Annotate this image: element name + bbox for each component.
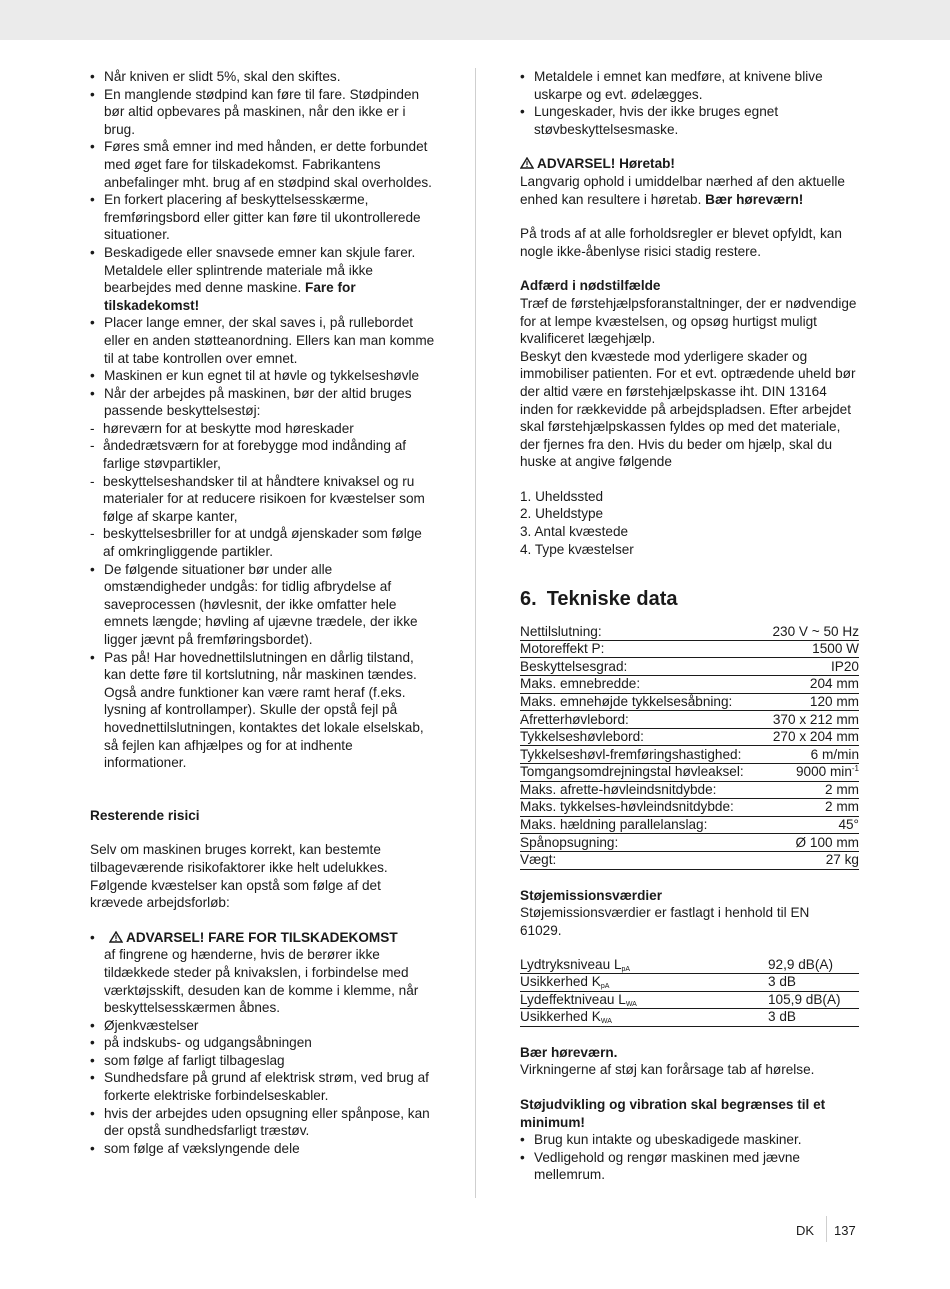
tech-label: Tykkelseshøvl-fremføringshastighed: — [520, 746, 764, 764]
noise-text: Støjemissionsværdier er fastlagt i henhold til EN 61029. — [520, 905, 810, 938]
safety-list — [90, 68, 435, 772]
tech-value — [764, 658, 859, 676]
tech-value — [764, 676, 859, 694]
page-footer — [796, 1222, 856, 1240]
noise-row — [520, 991, 859, 1009]
list-item: • Pas på! Har hovednettilslutningen en dårlig tilstand, kan dette føre til kortslutning, når maskinen tændes. Også andre funktioner kan være ramt heraf (f.eks. lysning af kontrollamper). Skulle der opstå fejl på hovednettilslutningen, kontaktes det lokale elselskab, så fejlen kan afhjælpes og for at indhente informationer. — [90, 649, 435, 772]
section-number: 6. — [520, 588, 537, 611]
footer-divider — [826, 1216, 827, 1242]
noise-heading: Støjemissionsværdier — [520, 887, 663, 903]
tech-label: Spånopsugning: — [520, 834, 764, 852]
list-item: • En manglende stødpind kan føre til fare. Stødpinden bør altid opbevares på maskinen, når den ikke er i brug. — [90, 86, 435, 139]
tech-label: Maks. hældning parallelanslag: — [520, 816, 764, 834]
hearing-warning-text — [520, 173, 860, 208]
list-item: • hvis der arbejdes uden opsugning eller spånpose, kan der opstå sundhedsfarligt træstøv. — [90, 1105, 435, 1140]
tech-row — [520, 764, 859, 782]
language-code: DK — [796, 1223, 815, 1238]
tech-value-text: 9000 min — [795, 764, 852, 780]
tech-value-text: 204 mm — [809, 676, 859, 692]
emergency-paragraph: Træf de førstehjælpsforanstaltninger, der er nødvendige for at lempe kvæstelsen, og opsøg hurtigst muligt kvalificeret lægehjælp. — [520, 295, 857, 347]
noise-label-text: Lydtryksniveau L — [520, 956, 622, 972]
tech-label: Maks. emnehøjde tykkelsesåbning: — [520, 693, 764, 711]
tech-label: Beskyttelsesgrad: — [520, 658, 764, 676]
list-item — [90, 244, 435, 314]
emergency-list — [520, 488, 860, 558]
tech-value-text: 230 V ~ 50 Hz — [772, 623, 859, 639]
warning-item — [90, 929, 435, 1017]
tech-value — [764, 746, 859, 764]
list-item: • Sundhedsfare på grund af elektrisk strøm, ved brug af forkerte elektriske forbindelseskabler. — [90, 1069, 435, 1104]
section-title: Tekniske data — [546, 588, 678, 611]
tech-value — [764, 693, 859, 711]
tech-row — [520, 781, 859, 799]
residual-text: På trods af at alle forholdsregler er blevet opfyldt, kan nogle ikke-åbenlyse risici stadig restere. — [520, 226, 842, 259]
column-divider — [475, 68, 476, 1198]
injury-list — [90, 929, 435, 1158]
emergency-paragraph: Beskyt den kvæstede mod yderligere skader og immobiliser patienten. For et evt. optrædende uheld bør der altid være en førstehjælpskasse iht. DIN 13164 inden for rækkevidde på arbejdspladsen. Efter arbejdet skal førstehjælpskassen fyldes op med det materiale, der fjernes fra den. Hvis du beder om hjælp, skal du huske at angive følgende — [520, 348, 856, 470]
noise-label-text: Usikkerhed K — [520, 1009, 601, 1025]
noise-value: 3 dB — [760, 973, 859, 991]
tech-label: Maks. afrette-høvleindsnitdybde: — [520, 781, 764, 799]
warning-title-line — [104, 930, 398, 945]
list-item: • Når kniven er slidt 5%, skal den skiftes. — [90, 68, 435, 86]
noise-value: 92,9 dB(A) — [760, 956, 859, 973]
list-item: • som følge af vækslyngende dele — [90, 1140, 435, 1158]
noise-label-text: Lydeffektniveau L — [520, 991, 626, 1007]
list-item: • Maskinen er kun egnet til at høvle og tykkelseshøvle — [90, 367, 435, 385]
warning-title: ADVARSEL! FARE FOR TILSKADEKOMST — [126, 929, 398, 945]
noise-label-subscript: pA — [621, 965, 631, 973]
tech-label: Tomgangsomdrejningstal høvleaksel: — [520, 764, 764, 782]
list-item: • som følge af farligt tilbageslag — [90, 1052, 435, 1070]
list-item: • Øjenkvæstelser — [90, 1017, 435, 1035]
hearing-warning-title-text: ADVARSEL! Høretab! — [537, 156, 675, 172]
section-heading — [520, 587, 860, 611]
tech-value — [764, 640, 859, 658]
tech-label: Maks. emnebredde: — [520, 676, 764, 694]
wear-protection-heading: Bær høreværn. — [520, 1044, 618, 1060]
list-item: • Placer lange emner, der skal saves i, på rullebordet eller en anden støtteanordning. Ellers kan man komme til at tabe kontrollen over emnet. — [90, 314, 435, 367]
tech-value-text: 1500 W — [812, 641, 859, 657]
limit-heading: Støjudvikling og vibration skal begrænses til et minimum! — [520, 1096, 826, 1130]
ppe-list — [90, 420, 435, 561]
right-column — [520, 68, 860, 1184]
tech-value-text: 45° — [838, 817, 859, 833]
warning-text: af fingrene og hænderne, hvis de berører ikke tildækkede steder på knivakslen, i forbindelse med værktøjsskift, desuden kan de komme i klemme, når beskyttelsesskærmen åbnes. — [104, 947, 419, 1016]
tech-row — [520, 816, 859, 834]
risk-list — [520, 68, 860, 138]
noise-label — [520, 973, 760, 991]
list-item: • Føres små emner ind med hånden, er dette forbundet med øget fare for tilskadekomst. Fabrikantens anbefalinger mht. brug af en stødpind skal overholdes. — [90, 138, 435, 191]
page-number: 137 — [834, 1223, 856, 1238]
tech-label: Tykkelseshøvlebord: — [520, 728, 764, 746]
hearing-text: Langvarig ophold i umiddelbar nærhed af den aktuelle enhed kan resultere i høretab. — [520, 173, 845, 207]
ppe-item: - åndedrætsværn for at forebygge mod indånding af farlige støvpartikler, — [90, 437, 435, 472]
ppe-item: - beskyttelsesbriller for at undgå øjenskader som følge af omkringliggende partikler. — [90, 525, 435, 560]
tech-value — [764, 834, 859, 852]
tech-row — [520, 623, 859, 640]
tech-row — [520, 746, 859, 764]
noise-label-text: Usikkerhed K — [520, 974, 601, 990]
noise-label — [520, 991, 760, 1009]
tech-value — [764, 711, 859, 729]
tech-value-text: 270 x 204 mm — [772, 729, 859, 745]
noise-row — [520, 956, 859, 973]
residual-risk-text: Selv om maskinen bruges korrekt, kan bestemte tilbageværende risikofaktorer ikke helt udelukkes. Følgende kvæstelser kan opstå som følge af det krævede arbejdsforløb: — [90, 842, 388, 911]
tech-value-unit-exponent: -1 — [851, 764, 859, 774]
tech-data-table — [520, 623, 859, 869]
list-item: • Metaldele i emnet kan medføre, at knivene blive uskarpe og evt. ødelægges. — [520, 68, 860, 103]
left-column — [90, 68, 435, 1157]
tech-value-text: 27 kg — [825, 852, 859, 868]
noise-row — [520, 1009, 859, 1027]
tech-value-text: 370 x 212 mm — [772, 711, 859, 727]
tech-value-text: Ø 100 mm — [795, 834, 859, 850]
tech-row — [520, 658, 859, 676]
noise-label-subscript: WA — [625, 1000, 637, 1008]
list-item-text: Beskadigede eller snavsede emner kan skjule farer. Metaldele eller splintrende materiale må ikke bearbejdes med denne maskine. — [104, 244, 416, 296]
noise-value: 105,9 dB(A) — [760, 991, 859, 1009]
ppe-item: - høreværn for at beskytte mod høreskader — [90, 420, 435, 438]
list-item: • Lungeskader, hvis der ikke bruges egnet støvbeskyttelsesmaske. — [520, 103, 860, 138]
tech-row — [520, 711, 859, 729]
hearing-emphasis: Bær høreværn! — [705, 191, 804, 207]
noise-label-subscript: pA — [600, 983, 610, 991]
tech-value-text: 2 mm — [825, 781, 859, 797]
noise-label — [520, 1009, 760, 1027]
tech-value-text: 6 m/min — [810, 746, 859, 762]
tech-value — [764, 781, 859, 799]
noise-table — [520, 956, 859, 1026]
hearing-warning-title — [520, 155, 860, 173]
emergency-heading: Adfærd i nødstilfælde — [520, 278, 661, 294]
tech-row — [520, 851, 859, 869]
list-item: • En forkert placering af beskyttelsesskærme, fremføringsbord eller gitter kan føre til ukontrollerede situationer. — [90, 191, 435, 244]
list-item: • på indskubs- og udgangsåbningen — [90, 1034, 435, 1052]
noise-value: 3 dB — [760, 1009, 859, 1027]
top-bar — [0, 0, 950, 40]
tech-value — [764, 799, 859, 817]
tech-value-text: IP20 — [831, 658, 859, 674]
tech-row — [520, 834, 859, 852]
list-item: • Brug kun intakte og ubeskadigede maskiner. — [520, 1131, 860, 1149]
noise-row — [520, 973, 859, 991]
tech-value — [764, 728, 859, 746]
list-item: • De følgende situationer bør under alle omstændigheder undgås: for tidlig afbrydelse af saveprocessen (høvlesnit, der ikke omfatter hele emnets længde; høvling af ujævne trædele, der ikke ligger jævnt på fremføringsbordet). — [90, 561, 435, 649]
tech-row — [520, 799, 859, 817]
ppe-intro: Når der arbejdes på maskinen, bør der altid bruges passende beskyttelsestøj: — [104, 385, 412, 419]
tech-row — [520, 693, 859, 711]
tech-value — [764, 851, 859, 869]
tech-label: Motoreffekt P: — [520, 640, 764, 658]
tech-value — [764, 623, 859, 640]
tech-value — [764, 816, 859, 834]
tech-row — [520, 640, 859, 658]
tech-value-text: 120 mm — [809, 693, 859, 709]
danger-emphasis: Fare for tilskadekomst! — [104, 280, 356, 313]
emergency-list-item: 1. Uheldssted — [520, 488, 604, 504]
list-item: • Vedligehold og rengør maskinen med jævne mellemrum. — [520, 1149, 860, 1184]
emergency-list-item: 2. Uheldstype — [520, 506, 604, 522]
tech-row — [520, 676, 859, 694]
emergency-list-item: 4. Type kvæstelser — [520, 541, 634, 557]
tech-label: Afretterhøvlebord: — [520, 711, 764, 729]
list-item — [90, 385, 435, 561]
wear-protection-text: Virkningerne af støj kan forårsage tab af hørelse. — [520, 1062, 815, 1078]
tech-label: Nettilslutning: — [520, 623, 764, 640]
tech-label: Maks. tykkelses-høvleindsnitdybde: — [520, 799, 764, 817]
emergency-list-item: 3. Antal kvæstede — [520, 524, 629, 540]
noise-label — [520, 956, 760, 973]
tech-value-text: 2 mm — [825, 799, 859, 815]
limit-list — [520, 1131, 860, 1184]
noise-label-subscript: WA — [600, 1018, 612, 1026]
tech-row — [520, 728, 859, 746]
tech-label: Vægt: — [520, 851, 764, 869]
residual-risk-heading: Resterende risici — [90, 807, 200, 823]
ppe-item: - beskyttelseshandsker til at håndtere knivaksel og ru materialer for at reducere risikoen for kvæstelser som følge af skarpe kanter, — [90, 473, 435, 526]
warning-triangle-icon — [109, 931, 123, 943]
tech-value — [764, 764, 859, 782]
warning-triangle-icon — [520, 157, 534, 169]
